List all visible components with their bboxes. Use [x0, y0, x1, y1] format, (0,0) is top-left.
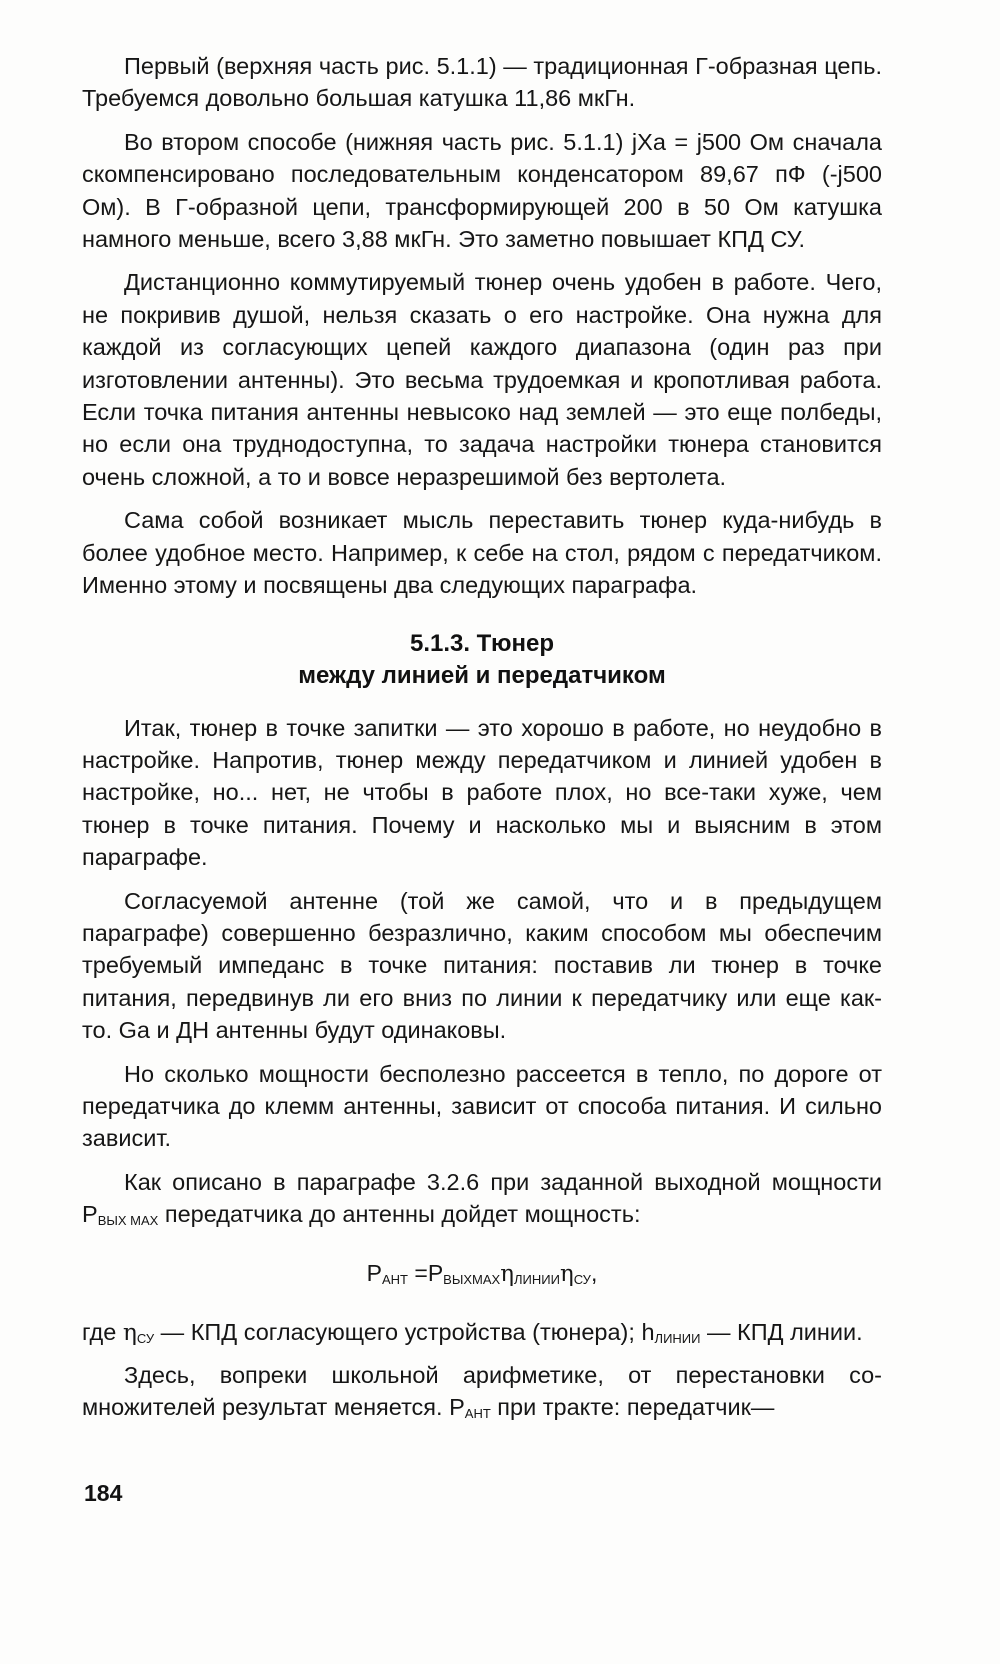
section-heading-number-title: 5.1.3. Тюнер — [409, 629, 555, 657]
paragraph: Первый (верхняя часть рис. 5.1.1) — традиционная Г-образная цепь. Требуемся довольно большая катушка 11,86 мкГн. — [82, 53, 882, 112]
text: Как описано в параграфе 3.2.6 при заданной выходной мощности P — [82, 1168, 882, 1228]
subscript: СУ — [136, 1330, 155, 1346]
paragraph-output-power — [82, 1166, 882, 1231]
formula-eta: η — [500, 1260, 514, 1287]
symbol-eta: η — [122, 1317, 137, 1346]
text: где — [82, 1318, 123, 1345]
section-heading — [82, 628, 882, 692]
formula-equals: = — [408, 1259, 428, 1286]
formula-symbol: P — [427, 1259, 444, 1286]
paragraph-definitions — [82, 1316, 882, 1348]
formula-comma: , — [590, 1259, 598, 1286]
page-content — [82, 50, 882, 1435]
text: — КПД согласующего устройства (тюнера); — [154, 1318, 642, 1345]
formula-symbol: P — [366, 1259, 382, 1286]
symbol-h: h — [641, 1318, 655, 1345]
formula-eta: η — [559, 1260, 574, 1287]
formula-antenna-power — [82, 1257, 882, 1290]
formula-subscript: ВЫХMAX — [443, 1271, 501, 1287]
text: Здесь, вопреки школьной арифметике, от перестановки сомножителей результат меняется. P — [82, 1362, 882, 1421]
text: при тракте: передатчик— — [490, 1394, 775, 1421]
section-heading-subtitle: между линией и передатчиком — [298, 661, 666, 689]
formula-subscript: ЛИНИИ — [513, 1271, 560, 1287]
paragraph-last — [82, 1359, 882, 1424]
formula-subscript: СУ — [573, 1271, 591, 1287]
paragraph: Сама собой возникает мысль переставить тюнер куда-нибудь в более удобное место. Например, к себе на стол, рядом с передатчиком. Именно этому и посвящены два следующих параграфа. — [82, 507, 882, 599]
page-number: 184 — [84, 1480, 123, 1506]
text: — КПД линии. — [700, 1318, 863, 1345]
paragraph: Итак, тюнер в точке запитки — это хорошо в работе, но неудобно в настройке. Напротив, тюнер между передатчиком и линией удобен в настройке, но... нет, не чтобы в работе плох, но все-таки хуже, чем тюнер в точке питания. Почему и насколько мы и выясним в этом параграфе. — [82, 714, 882, 871]
text: передатчика до антенны дойдет мощность: — [158, 1201, 641, 1228]
paragraph: Дистанционно коммутируемый тюнер очень удобен в работе. Чего, не покривив душой, нельзя сказать о его настройке. Она нужна для каждой из согласующих цепей каждого диапазона (один раз при изготовлении антенны). Это весьма трудоемкая и кропотливая работа. Если точка питания антенны невысоко над землей — это еще полбеды, но если она труднодоступна, то задача настройки тюнера становится очень сложной, а то и вовсе неразрешимой без вертолета. — [82, 269, 882, 490]
paragraph: Согласуемой антенне (той же самой, что и в предыдущем параграфе) совершенно безразлично, каким способом мы обеспечим требуемый импеданс в точке питания: поставив ли тюнер в точке питания, передвинув ли его вниз по линии к передатчику или еще как-то. Ga и ДН антенны будут одинаковы. — [82, 887, 882, 1044]
subscript: АНТ — [464, 1406, 491, 1422]
formula-subscript: АНТ — [382, 1271, 408, 1287]
paragraph: Во втором способе (нижняя часть рис. 5.1.1) jXa = j500 Ом сначала скомпенсировано последовательным конденсатором 89,67 пФ (-j500 Ом). В Г-образной цепи, трансформирующей 200 в 50 Ом катушка намного меньше, всего 3,88 мкГн. Это заметно повышает КПД СУ. — [82, 128, 882, 253]
paragraph: Но сколько мощности бесполезно рассеется в тепло, по дороге от передатчика до клемм антенны, зависит от способа питания. И сильно зависит. — [82, 1060, 882, 1152]
subscript: ЛИНИИ — [654, 1330, 701, 1346]
subscript: ВЫХ MAX — [97, 1213, 159, 1229]
